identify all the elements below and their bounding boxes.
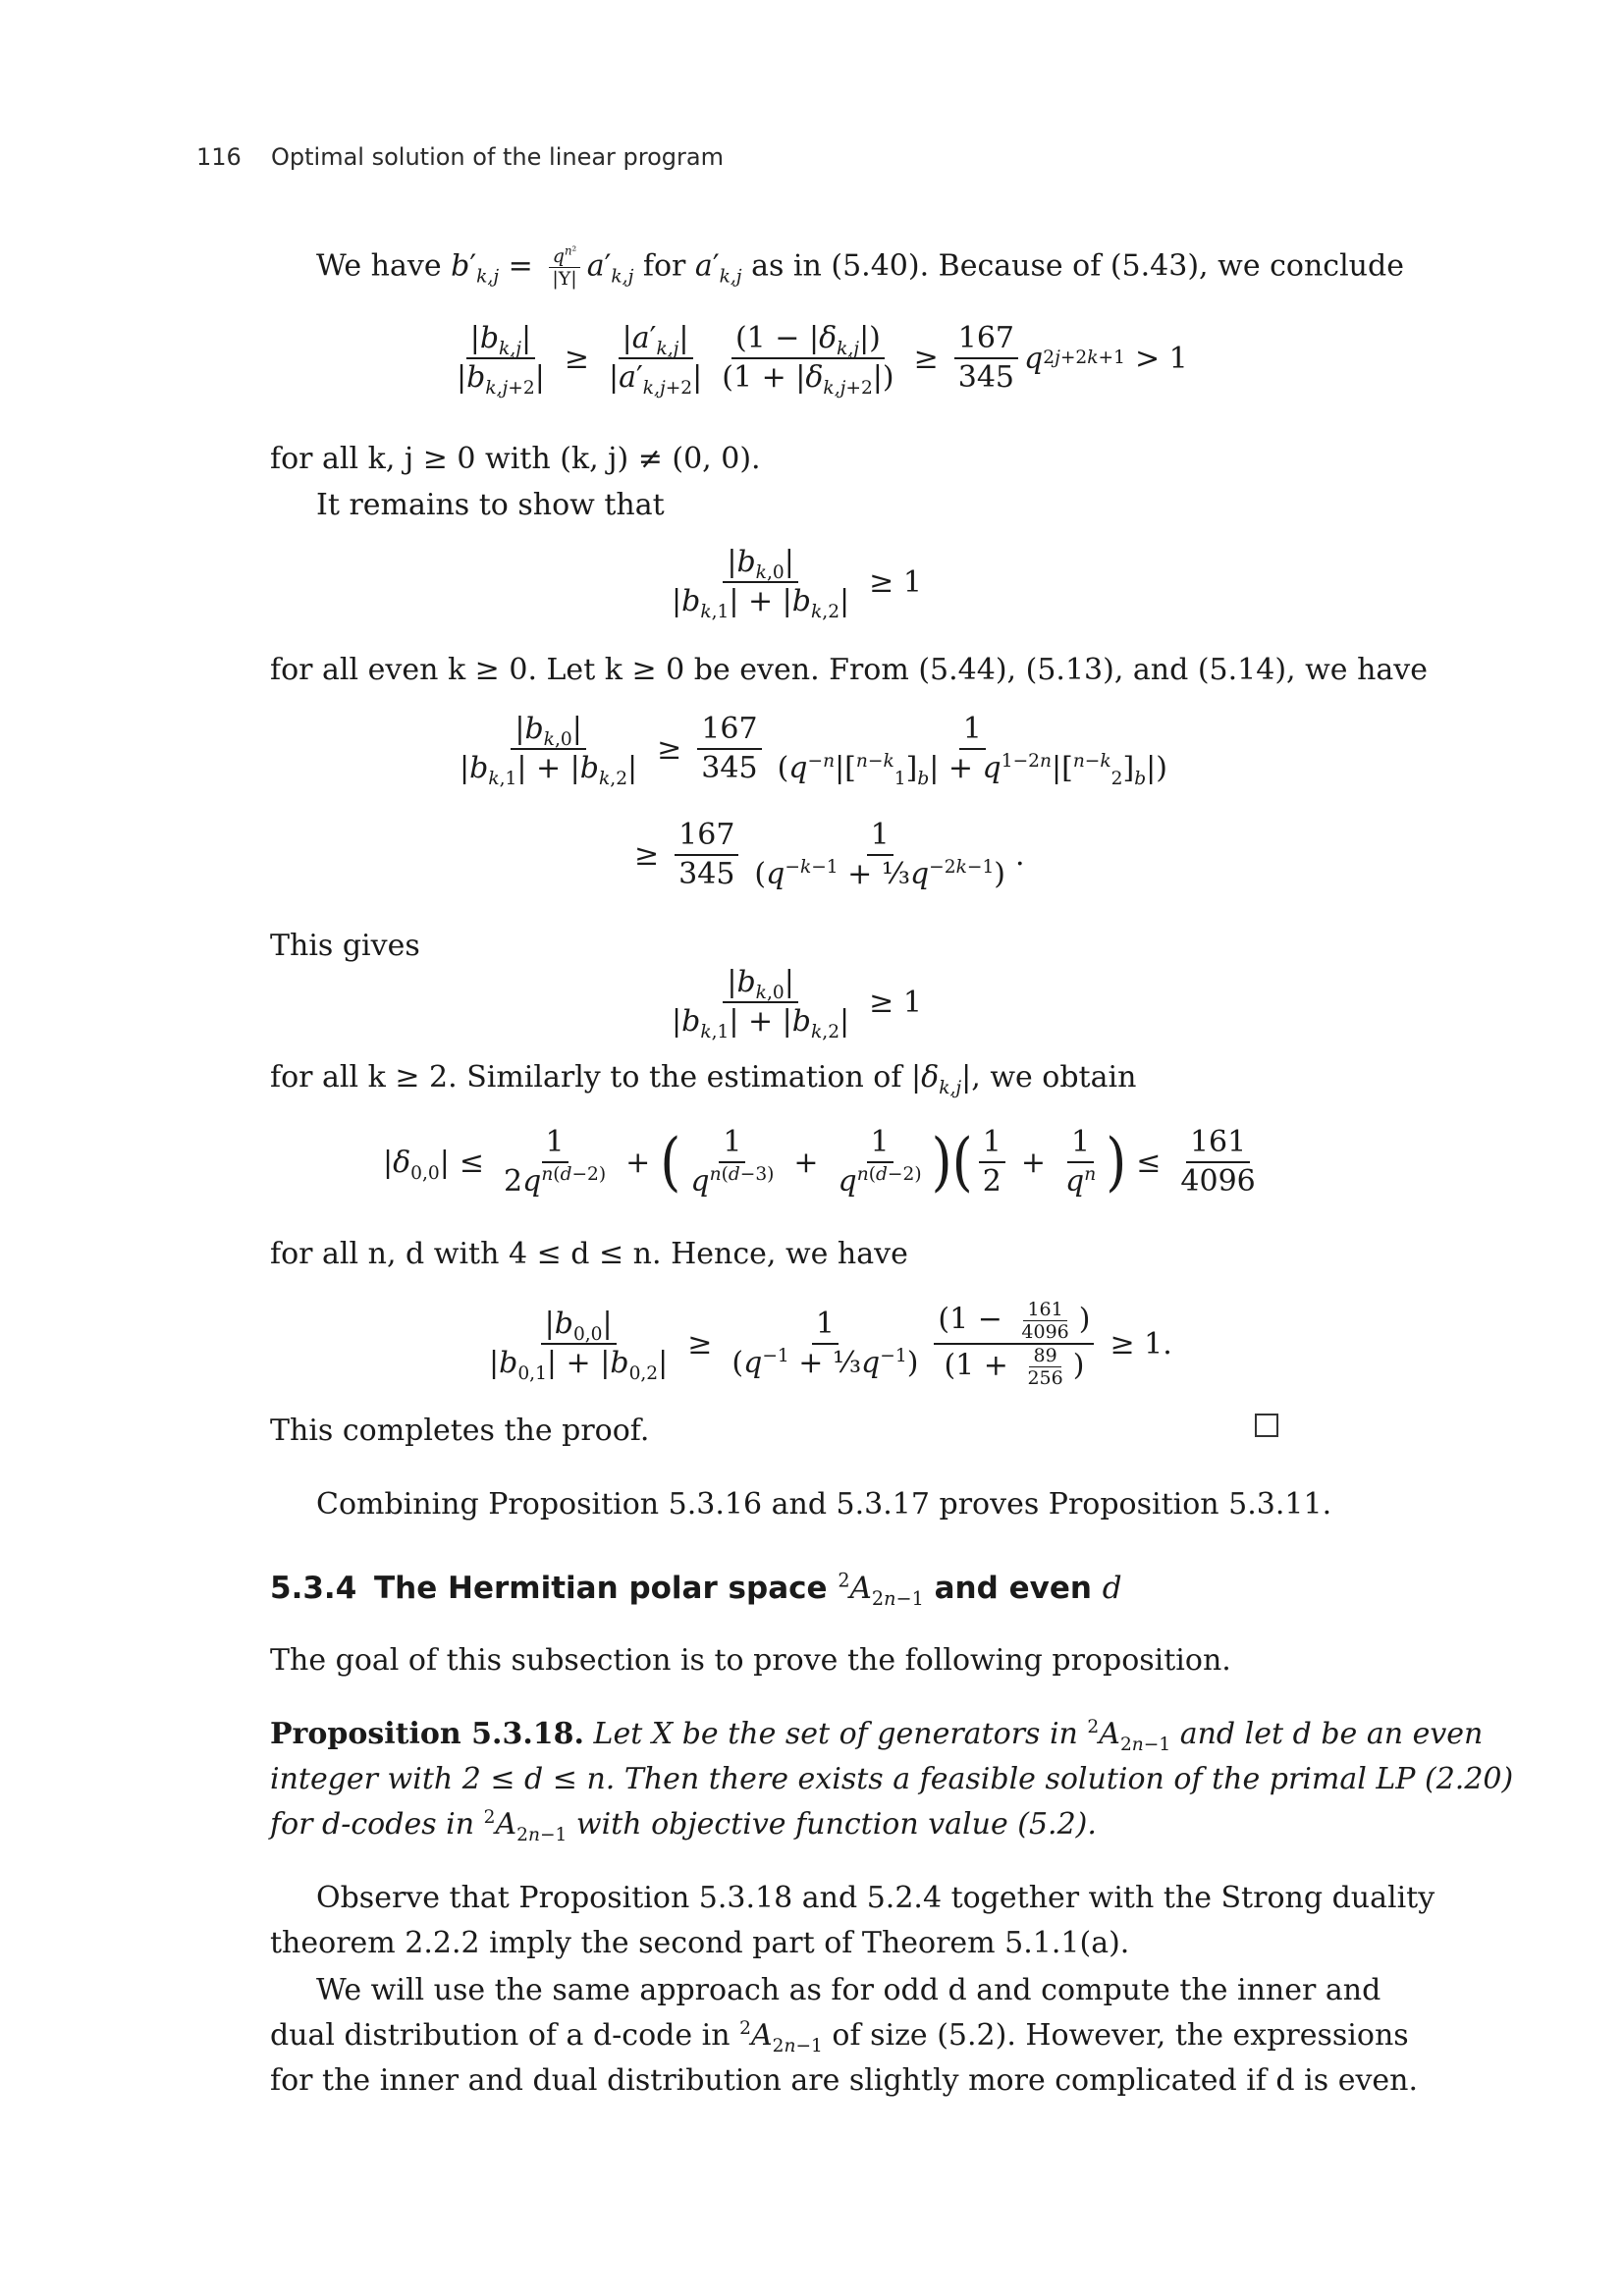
qed-box-icon [1255,1414,1278,1437]
paragraph-3: It remains to show that [316,488,665,522]
paragraph-11-line-2: theorem 2.2.2 imply the second part of Theorem 5.1.1(a). [270,1926,1130,1960]
paragraph-1: We have $b'_{k,j}$ = $\frac{q^{n^2}}{|Y|}$ $a'_{k,j}$ for $a'_{k,j}$ as in (5.40). Because of (5.43), we conclude [316,243,1404,290]
equation-5: $|\delta_{0,0}|$ ≤ $\frac{1}{2q^{n(d-2)}}$ + ( $\frac{1}{q^{n(d-3)}}$ + $\frac{1}{q^{n(d-2)}}$ ) ( $\frac{1}{2}$ + $\frac{1}{q^n}$ ) ≤ $\frac{161}{4096}$ [383,1124,1256,1200]
page-number: 116 [196,143,242,171]
proposition-line-2: integer with 2 ≤ d ≤ n. Then there exists a feasible solution of the primal LP (2.20) [270,1762,1514,1796]
equation-1: $\frac{|b_{k,j}|}{|b_{k,j+2}|}$ ≥ $\frac{|a'_{k,j}|}{|a'_{k,j+2}|}$ $\frac{(1 - |\delta_{k,j}|)}{(1 + |\delta_{k,j+2}|)}$ ≥ $\frac{167}{345}$ q 2j+2k+1 > 1 [457,321,1188,399]
equation-2: $\frac{|b_{k,0}|}{|b_{k,1}| + |b_{k,2}|}$ ≥ 1 [672,545,922,622]
running-header [196,143,724,171]
paragraph-12-line-1: We will use the same approach as for odd d and compute the inner and [316,1973,1381,2007]
paragraph-10: The goal of this subsection is to prove the following proposition. [270,1643,1231,1678]
paragraph-6: for all k ≥ 2. Similarly to the estimation of $|\delta_{k,j}|$, we obtain [270,1060,1137,1098]
paragraph-12-line-2: dual distribution of a d-code in $^2A_{2n-1}$ of size (5.2). However, the expressions [270,2018,1409,2056]
equation-6: $\frac{|b_{0,0}|}{|b_{0,1}| + |b_{0,2}|}$ ≥ $\frac{1}{(q^{-1} + \frac{1}{3}q^{-1})}$ (1 − $\frac{161}{4096}$ ) (1 + $\frac{89}{256}$ ) ≥ 1. [489,1299,1172,1389]
paragraph-2: for all k, j ≥ 0 with (k, j) ≠ (0, 0). [270,442,761,476]
proposition-line-1: Proposition 5.3.18. Let X be the set of generators in $^2A_{2n-1}$ and let d be an even [270,1717,1484,1755]
proposition-line-3: for d-codes in $^2A_{2n-1}$ with objective function value (5.2). [270,1807,1097,1845]
paragraph-12-line-3: for the inner and dual distribution are slightly more complicated if d is even. [270,2063,1419,2098]
paragraph-7: for all n, d with 4 ≤ d ≤ n. Hence, we have [270,1237,908,1271]
section-heading: 5.3.4 The Hermitian polar space $^2A_{2n-1}$ and even d [270,1569,1122,1611]
equation-3-line-1: $\frac{|b_{k,0}|}{|b_{k,1}| + |b_{k,2}|}$ ≥ $\frac{167}{345}$ $\frac{1}{(q^{-n}|[^{n-k}_1]_b| + q^{1-2n}|[^{n-k}_2]_b|)}$ [460,712,1167,789]
paragraph-11-line-1: Observe that Proposition 5.3.18 and 5.2.4 together with the Strong duality [316,1881,1435,1915]
paragraph-9: Combining Proposition 5.3.16 and 5.3.17 proves Proposition 5.3.11. [316,1487,1332,1522]
equation-3-line-2: ≥ $\frac{167}{345}$ $\frac{1}{(q^{-k-1} + \frac{1}{3}q^{-2k-1})}$ . [634,818,1025,891]
paragraph-8: This completes the proof. [270,1414,650,1448]
paragraph-4: for all even k ≥ 0. Let k ≥ 0 be even. From (5.44), (5.13), and (5.14), we have [270,653,1428,687]
equation-4: $\frac{|b_{k,0}|}{|b_{k,1}| + |b_{k,2}|}$ ≥ 1 [672,965,922,1042]
paragraph-5: This gives [270,929,420,963]
running-title: Optimal solution of the linear program [271,143,724,171]
